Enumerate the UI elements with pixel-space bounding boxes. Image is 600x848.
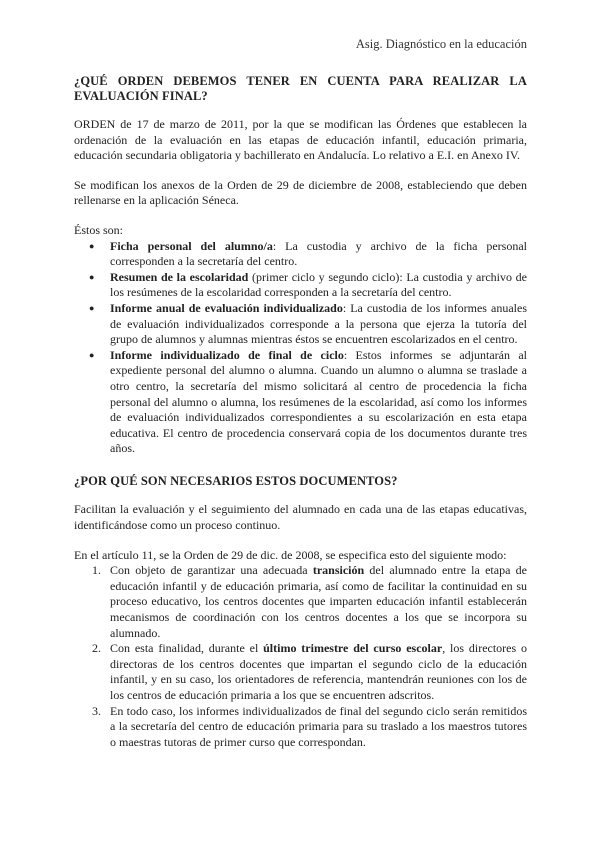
list-item-text: del alumnado entre la etapa de educación infantil y de educación primaria, así como de facilitar la continuidad en su proceso educativo, los centros docentes que imparten educación infantil establecerán mecanismos de coordinación con los centros docentes a los que se incorpora su alumnado.	[110, 563, 528, 640]
list-item-text: , los directores o directoras de los centros docentes que impartan el segundo ciclo de la educación infantil, y en su caso, los orientadores de referencia, mantendrán reuniones con los de los centros de educación primaria a los que se encuentren adscritos.	[110, 641, 528, 702]
list-item-emphasis: transición	[312, 563, 365, 578]
list-item-title: Ficha personal del alumno/a	[110, 238, 273, 253]
list-item	[74, 563, 527, 641]
page-header-subject: Asig. Diagnóstico en la educación	[355, 37, 527, 51]
list-item-text: : Estos informes se adjuntarán al expediente personal del alumno o alumna. Cuando un alumno o alumna se traslade a otro centro, la secretaría del mismo solicitará al centro de procedencia la ficha personal del alumno o alumna, los resúmenes de la escolaridad, así como los informes de evaluación individualizados correspondientes a su escolarización en esta etapa educativa. El centro de procedencia conservará copia de los documentos durante tres años.	[110, 347, 527, 456]
list-item-number: 2.	[92, 641, 101, 656]
list-item-number: 1.	[92, 563, 101, 578]
list-item-text: Con objeto de garantizar una adecuada	[110, 563, 313, 578]
list-item-number: 3.	[92, 703, 101, 718]
list-item	[74, 348, 527, 457]
list-item-text: : La custodia de los informes anuales de evaluación individualizados corresponde a la persona que ejerza la tutoría del grupo de alumnos y alumnas mientras éstos se encuentren escolarizados en el centro.	[110, 300, 527, 347]
list-item-title: Resumen de la escolaridad	[110, 269, 249, 284]
list-item	[74, 239, 527, 270]
documents-bullet-list	[74, 239, 527, 457]
list-item-title: Informe individualizado de final de ciclo	[110, 347, 344, 362]
article-numbered-list	[74, 563, 527, 750]
document-body	[74, 74, 527, 750]
bullet-icon: ●	[89, 271, 95, 282]
list-item	[74, 301, 527, 348]
section-heading-why-documents: ¿POR QUÉ SON NECESARIOS ESTOS DOCUMENTOS?	[74, 473, 398, 488]
bullet-icon: ●	[89, 240, 95, 251]
section-heading-evaluation-order: ¿QUÉ ORDEN DEBEMOS TENER EN CUENTA PARA REALIZAR LA EVALUACIÓN FINAL?	[74, 74, 527, 103]
paragraph-orden-2011: ORDEN de 17 de marzo de 2011, por la que se modifican las Órdenes que establecen la ordenación de la evaluación en las etapas de educación infantil, educación primaria, educación secundaria obligatoria y bachillerato en Andalucía. Lo relativo a E.I. en Anexo IV.	[74, 117, 527, 163]
paragraph-facilitan: Facilitan la evaluación y el seguimiento del alumnado en cada una de las etapas educativas, identificándose como un proceso continuo.	[74, 502, 527, 532]
paragraph-seneca: Se modifican los anexos de la Orden de 29 de diciembre de 2008, estableciendo que deben rellenarse en la aplicación Séneca.	[74, 177, 527, 208]
list-item	[74, 704, 527, 751]
paragraph-articulo-11: En el artículo 11, se la Orden de 29 de dic. de 2008, se especifica esto del siguiente modo:	[74, 547, 507, 562]
list-item-text: Con esta finalidad, durante el	[110, 641, 264, 656]
list-item-text: (primer ciclo y segundo ciclo): La custodia y archivo de los resúmenes de la escolaridad corresponden a la secretaría del centro.	[110, 269, 527, 300]
list-item	[74, 270, 527, 301]
list-item-text: : La custodia y archivo de la ficha personal corresponden a la secretaría del centro.	[110, 238, 528, 269]
list-item	[74, 641, 527, 703]
list-intro: Éstos son:	[74, 222, 124, 237]
bullet-icon: ●	[89, 349, 95, 360]
bullet-icon: ●	[89, 302, 95, 313]
list-item-title: Informe anual de evaluación individualizado	[110, 300, 343, 315]
list-item-emphasis: último trimestre del curso escolar	[263, 641, 443, 656]
list-item-text: En todo caso, los informes individualizados de final del segundo ciclo serán remitidos a la secretaría del centro de educación primaria para su traslado a los maestros tutores o maestras tutoras de primer curso que correspondan.	[110, 703, 527, 749]
